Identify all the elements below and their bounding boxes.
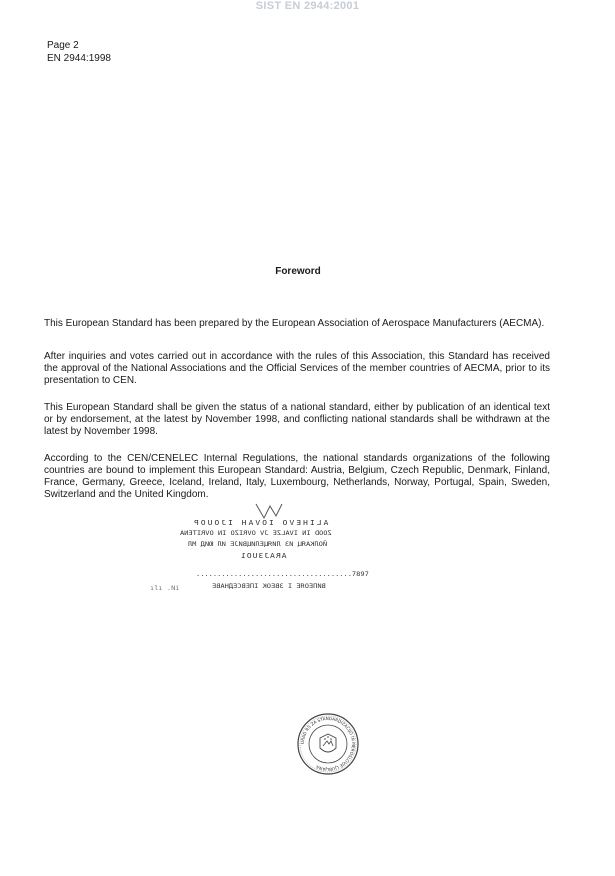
stamp-line-6: ВИПЕОЯЕ І ЗВЕОК ІПЕВСЕДНАВЕ — [212, 582, 326, 590]
stamp-line-5: .....................................7897 — [196, 570, 369, 578]
watermark: SIST EN 2944:2001 — [255, 0, 360, 12]
paragraph-1: This European Standard has been prepared by the European Association of Aerospace Manufacturers (AECMA). — [44, 318, 545, 329]
stamp-line-2: ZOOD IN IVALZE JV OVRIZO IN OVRITENA — [180, 529, 332, 537]
stamp-line-3: ЙОЛКАЯЦ ИЗ ЛИЯЦЕЛИЦВИЈЕ ИЛ ЮИД МЛ — [188, 540, 328, 548]
svg-text:URAD RS ZA STANDARDIZACIJO IN: URAD RS ZA STANDARDIZACIJO IN MEROSLOVJE LJUBLJANA — [299, 715, 357, 773]
standard-number: EN 2944:1998 — [47, 53, 111, 64]
official-seal-icon — [296, 712, 360, 776]
certification-stamp — [150, 500, 380, 600]
section-title: Foreword — [275, 266, 321, 277]
paragraph-2: After inquiries and votes carried out in accordance with the rules of this Association, this Standard has received the approval of the National Associations and the Official Services of the member countries of AECMA, prior to its presentation to CEN. — [44, 351, 550, 386]
stamp-line-4: ARAJ3UO1 — [240, 551, 287, 560]
stamp-line-1: ALIHEVO IOVAH IJOUOP — [192, 518, 329, 527]
page-header — [47, 39, 111, 65]
paragraph-4: According to the CEN/CENELEC Internal Regulations, the national standards organizations of the following countries are bound to implement this European Standard: Austria, Belgium, Czech Republic, Denmark, Finland, France, Germany, Greece, Iceland, Ireland, Italy, Luxembourg, Netherlands, Norway, Portugal, Spain, Sweden, Switzerland and the United Kingdom. — [44, 453, 550, 500]
paragraph-3: This European Standard shall be given the status of a national standard, either by publication of an identical text or by endorsement, at the latest by November 1998, and conflicting national standards shall be withdrawn at the latest by November 1998. — [44, 402, 550, 437]
stamp-marks: ılı .Ni — [150, 584, 180, 592]
page-number: Page 2 — [47, 40, 79, 51]
